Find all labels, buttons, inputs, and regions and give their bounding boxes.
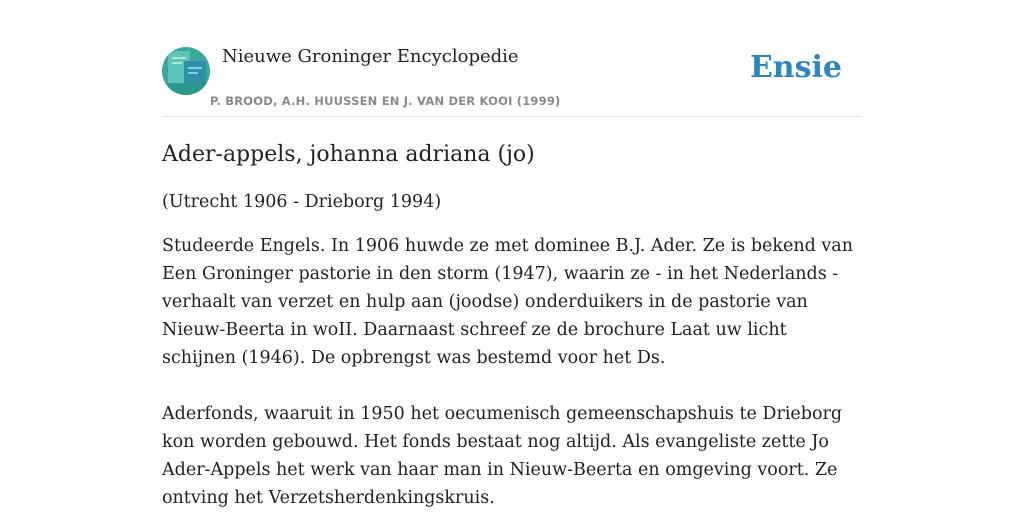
article-paragraph: Aderfonds, waaruit in 1950 het oecumenisch gemeenschapshuis te Drieborg kon worden gebouwd. Het fonds bestaat nog altijd. Als evangeliste zette Jo Ader-Appels het werk van haar man in Nieuw-Beerta en omgeving voort. Ze ontving het Verzetsherdenkingskruis.: [162, 404, 843, 508]
article-title: Ader-appels, johanna adriana (jo): [162, 142, 535, 167]
article-paragraph: Studeerde Engels. In 1906 huwde ze met dominee B.J. Ader. Ze is bekend van Een Groninger pastorie in den storm (1947), waarin ze - in het Nederlands - verhaalt van verzet en hulp aan (joodse) onderduikers in de pastorie van Nieuw-Beerta in woII. Daarnaast schreef ze de brochure Laat uw licht schijnen (1946). De opbrengst was bestemd voor het Ds.: [162, 236, 853, 368]
source-authors: P. BROOD, A.H. HUUSSEN EN J. VAN DER KOOI (1999): [210, 94, 561, 108]
source-header: [162, 0, 862, 117]
article-subtitle: (Utrecht 1906 - Drieborg 1994): [162, 192, 442, 212]
source-title[interactable]: Nieuwe Groninger Encyclopedie: [222, 46, 519, 67]
source-logo-icon[interactable]: [162, 47, 210, 95]
ensie-logo[interactable]: Ensie: [749, 50, 842, 85]
article-content: [162, 138, 864, 512]
